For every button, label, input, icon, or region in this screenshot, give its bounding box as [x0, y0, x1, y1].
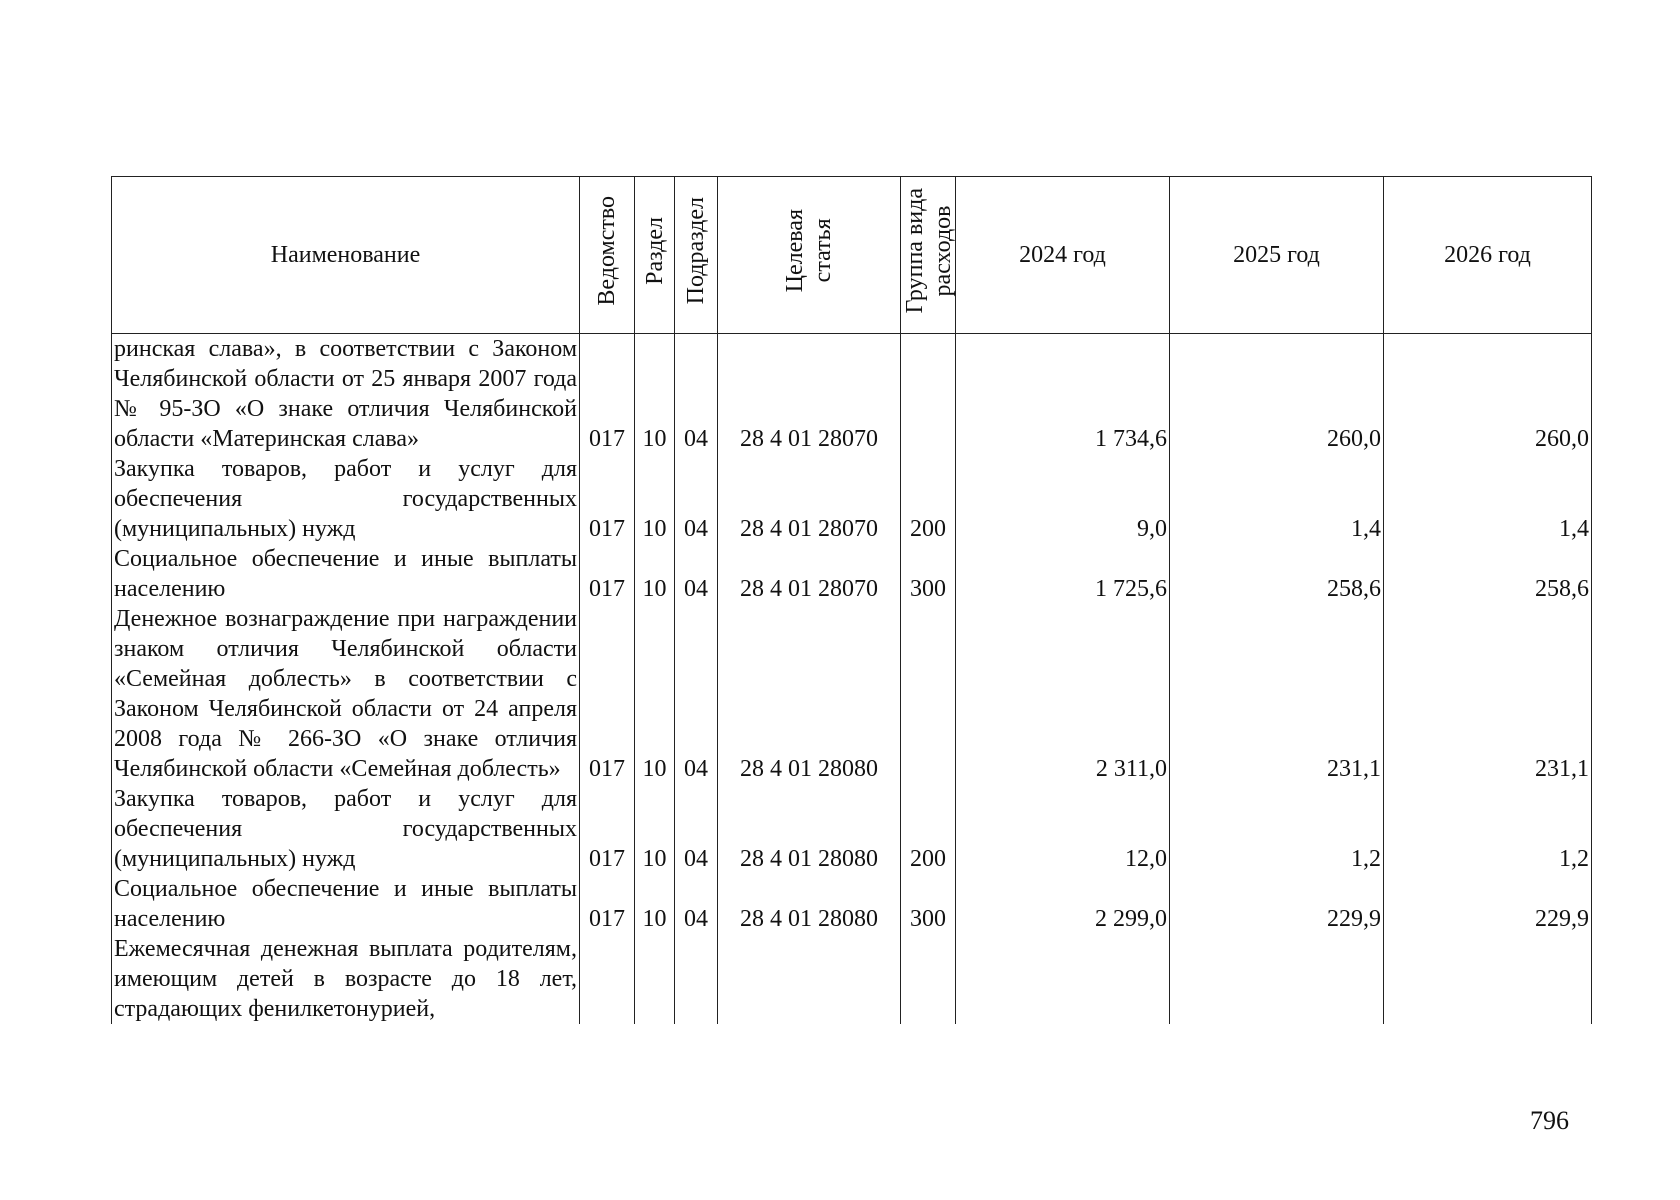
row-vedomstvo: 017	[580, 454, 635, 544]
row-razdel: 10	[635, 604, 675, 784]
row-2024: 12,0	[956, 784, 1170, 874]
table-row	[112, 544, 1592, 604]
row-podrazdel: 04	[675, 874, 718, 934]
page-number: 796	[1530, 1106, 1569, 1135]
row-name: Социальное обеспечение и иные выплаты населению	[112, 544, 580, 604]
row-celevaya: 28 4 01 28070	[718, 454, 901, 544]
table-row	[112, 334, 1592, 455]
header-2024	[956, 177, 1170, 334]
header-gruppa	[901, 177, 956, 334]
row-celevaya: 28 4 01 28070	[718, 334, 901, 455]
row-name: ринская слава», в соответствии с Законом Челябинской области от 25 января 2007 года № 95-ЗО «О знаке отличия Челябинской области «Материнская слава»	[112, 334, 580, 455]
row-gruppa: 200	[901, 784, 956, 874]
row-2024: 1 725,6	[956, 544, 1170, 604]
table-row	[112, 604, 1592, 784]
header-2025	[1170, 177, 1384, 334]
row-name: Закупка товаров, работ и услуг для обеспечения государственных (муниципальных) нужд	[112, 784, 580, 874]
row-2026: 229,9	[1384, 874, 1592, 934]
header-podrazdel	[675, 177, 718, 334]
row-2026: 1,2	[1384, 784, 1592, 874]
row-name: Закупка товаров, работ и услуг для обеспечения государственных (муниципальных) нужд	[112, 454, 580, 544]
row-2026	[1384, 934, 1592, 1024]
header-gruppa-line2: расходов	[930, 205, 956, 297]
row-podrazdel: 04	[675, 544, 718, 604]
header-2026	[1384, 177, 1592, 334]
row-vedomstvo: 017	[580, 874, 635, 934]
row-celevaya: 28 4 01 28070	[718, 544, 901, 604]
row-razdel	[635, 934, 675, 1024]
table-header-row	[112, 177, 1592, 334]
table-row	[112, 454, 1592, 544]
row-2024: 2 311,0	[956, 604, 1170, 784]
row-vedomstvo: 017	[580, 784, 635, 874]
row-razdel: 10	[635, 454, 675, 544]
row-name: Денежное вознаграждение при награждении знаком отличия Челябинской области «Семейная доблесть» в соответствии с Законом Челябинской области от 24 апреля 2008 года № 266-ЗО «О знаке отличия Челябинской области «Семейная доблесть»	[112, 604, 580, 784]
row-2025	[1170, 934, 1384, 1024]
header-vedomstvo	[580, 177, 635, 334]
row-vedomstvo: 017	[580, 334, 635, 455]
row-razdel: 10	[635, 784, 675, 874]
row-gruppa: 200	[901, 454, 956, 544]
header-vedomstvo-label: Ведомство	[594, 196, 620, 306]
row-gruppa	[901, 604, 956, 784]
row-razdel: 10	[635, 334, 675, 455]
header-celevaya-label	[781, 209, 837, 292]
row-razdel: 10	[635, 874, 675, 934]
row-vedomstvo: 017	[580, 604, 635, 784]
row-2025: 231,1	[1170, 604, 1384, 784]
row-podrazdel: 04	[675, 604, 718, 784]
row-2025: 1,2	[1170, 784, 1384, 874]
header-razdel-label: Раздел	[641, 217, 668, 285]
row-2024	[956, 934, 1170, 1024]
table-row	[112, 784, 1592, 874]
header-2025-label: 2025 год	[1233, 242, 1320, 268]
row-gruppa	[901, 934, 956, 1024]
header-2026-label: 2026 год	[1444, 242, 1531, 268]
table-row	[112, 874, 1592, 934]
header-celevaya-line1: Целевая	[782, 209, 808, 293]
header-2024-label: 2024 год	[1019, 242, 1106, 268]
row-podrazdel: 04	[675, 784, 718, 874]
row-2026: 260,0	[1384, 334, 1592, 455]
row-name: Ежемесячная денежная выплата родителям, имеющим детей в возрасте до 18 лет, страдающих фенилкетонурией,	[112, 934, 580, 1024]
row-gruppa: 300	[901, 544, 956, 604]
row-celevaya: 28 4 01 28080	[718, 874, 901, 934]
row-gruppa	[901, 334, 956, 455]
header-name-label: Наименование	[270, 242, 421, 268]
row-name: Социальное обеспечение и иные выплаты населению	[112, 874, 580, 934]
row-celevaya	[718, 934, 901, 1024]
header-celevaya-line2: статья	[810, 219, 836, 283]
row-celevaya: 28 4 01 28080	[718, 784, 901, 874]
row-2025: 260,0	[1170, 334, 1384, 455]
row-2025: 1,4	[1170, 454, 1384, 544]
header-gruppa-line1: Группа вида	[902, 188, 928, 314]
row-podrazdel: 04	[675, 454, 718, 544]
header-name	[112, 177, 580, 334]
row-2024: 2 299,0	[956, 874, 1170, 934]
header-celevaya	[718, 177, 901, 334]
row-2026: 1,4	[1384, 454, 1592, 544]
row-vedomstvo: 017	[580, 544, 635, 604]
row-2026: 258,6	[1384, 544, 1592, 604]
header-razdel	[635, 177, 675, 334]
row-celevaya: 28 4 01 28080	[718, 604, 901, 784]
row-2024: 9,0	[956, 454, 1170, 544]
row-2026: 231,1	[1384, 604, 1592, 784]
row-2024: 1 734,6	[956, 334, 1170, 455]
header-gruppa-label	[901, 188, 957, 313]
budget-table	[111, 176, 1592, 1024]
row-vedomstvo	[580, 934, 635, 1024]
header-podrazdel-label: Подраздел	[683, 197, 709, 305]
row-2025: 258,6	[1170, 544, 1384, 604]
row-gruppa: 300	[901, 874, 956, 934]
row-razdel: 10	[635, 544, 675, 604]
row-podrazdel: 04	[675, 334, 718, 455]
row-podrazdel	[675, 934, 718, 1024]
row-2025: 229,9	[1170, 874, 1384, 934]
table-row	[112, 934, 1592, 1024]
